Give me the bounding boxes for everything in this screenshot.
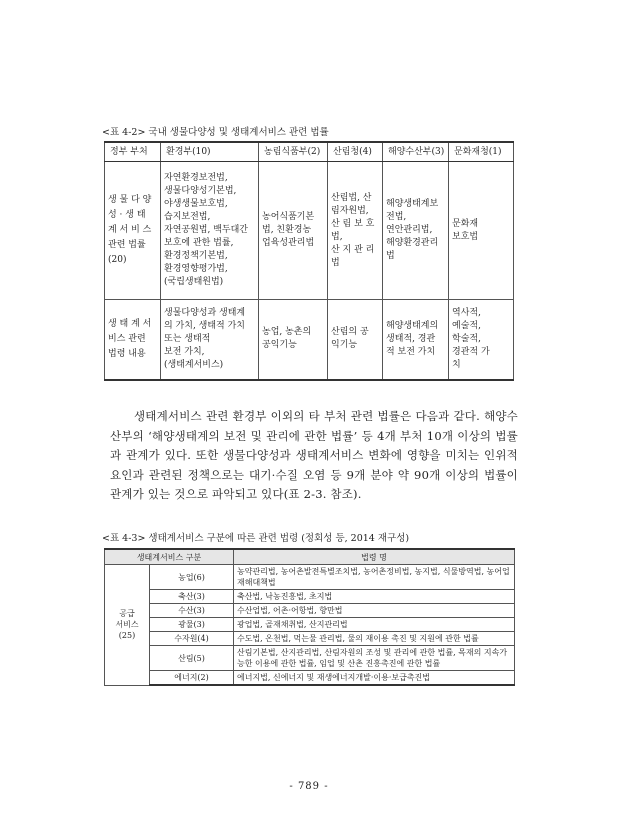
laws-cell: 광업법, 골재채취법, 산지관리법 (234, 618, 515, 632)
category-cell: 공급 서비스 (25) (105, 565, 150, 686)
table-header-row (105, 549, 515, 565)
table-cell: 해양생태계보 전법, 연안관리법, 해양환경관리 법 (383, 162, 449, 300)
body-paragraph: 생태계서비스 관련 환경부 이외의 타 부처 관련 법률은 다음과 같다. 해양수산부의 ‘해양생태계의 보전 및 관리에 관한 법률’ 등 4개 부처 10개 이상의 법률과 관계가 있다. 또한 생물다양성과 생태계서비스 변화에 영향을 미치는 인위적 요인과 관련된 정책으로는 대기·수질 오염 등 9개 분야 약 90개 이상의 법률이 관계가 있는 것으로 파악되고 있다(표 2-3. 참조). (110, 409, 518, 501)
column-header: 환경부(10) (161, 142, 259, 162)
table-row (105, 671, 515, 686)
laws-cell: 산림기본법, 산지관리법, 산림자원의 조성 및 관리에 관한 법률, 목재의 지속가능한 이용에 관한 법률, 임업 및 산촌 진흥촉진에 관한 법률 (234, 646, 515, 671)
column-header: 농림식품부(2) (259, 142, 328, 162)
table-cell: 자연환경보전법, 생물다양성기본법, 야생생물보호법, 습지보전법, 자연공원법, 백두대간 보호에 관한 법률, 환경정책기본법, 환경영향평가법, (국립생태원법) (161, 162, 259, 300)
subcategory-cell: 에너지(2) (150, 671, 234, 686)
subcategory-cell: 수산(3) (150, 604, 234, 618)
table-row (105, 646, 515, 671)
table-4-2 (104, 141, 514, 381)
subcategory-cell: 축산(3) (150, 590, 234, 604)
page-number: - 789 - (289, 781, 329, 792)
laws-cell: 수도법, 온천법, 먹는물 관리법, 물의 재이용 촉진 및 지원에 관한 법률 (234, 632, 515, 646)
row-label: 생 물 다 양 성 · 생 태 계 서 비 스 관련 법률 (20) (105, 162, 161, 300)
table-4-3-caption: <표 4-3> 생태계서비스 구분에 따른 관련 법령 (정회성 등, 2014 재구성) (102, 533, 410, 544)
table-4-3 (104, 548, 515, 686)
table-cell: 농업, 농촌의 공익기능 (259, 300, 328, 380)
table-row (105, 565, 515, 590)
subcategory-cell: 수자원(4) (150, 632, 234, 646)
subcategory-cell: 산림(5) (150, 646, 234, 671)
table-cell: 산림의 공 익기능 (328, 300, 383, 380)
table-cell: 역사적, 예술적, 학술적, 경관적 가 치 (449, 300, 514, 380)
table-cell: 산림법, 산 림자원법, 산 림 보 호 법, 산 지 관 리 법 (328, 162, 383, 300)
table-row (105, 618, 515, 632)
column-header: 정부 부처 (105, 142, 161, 162)
column-header: 법령 명 (234, 549, 515, 565)
table-row (105, 590, 515, 604)
laws-cell: 에너지법, 신에너지 및 재생에너지개발·이용·보급촉진법 (234, 671, 515, 686)
row-label: 생 태 계 서 비스 관련 법령 내용 (105, 300, 161, 380)
table-row (105, 604, 515, 618)
column-header: 생태계서비스 구분 (105, 549, 234, 565)
table-4-2-caption: <표 4-2> 국내 생물다양성 및 생태계서비스 관련 법률 (102, 127, 329, 138)
laws-cell: 축산법, 낙농진흥법, 초지법 (234, 590, 515, 604)
table-header-row (105, 142, 514, 162)
table-row (105, 162, 514, 300)
table-cell: 농어식품기본 법, 친환경농 업육성관리법 (259, 162, 328, 300)
column-header: 해양수산부(3) (383, 142, 449, 162)
subcategory-cell: 광물(3) (150, 618, 234, 632)
table-cell: 생물다양성과 생태계 의 가치, 생태적 가치 또는 생태적 보전 가치, (생태계서비스) (161, 300, 259, 380)
laws-cell: 수산업법, 어촌·어항법, 향만법 (234, 604, 515, 618)
table-cell: 해양생태계의 생태적, 경관 적 보전 가치 (383, 300, 449, 380)
column-header: 문화재청(1) (449, 142, 514, 162)
table-cell: 문화재 보호법 (449, 162, 514, 300)
table-row (105, 300, 514, 380)
laws-cell: 농약관리법, 농어촌발전특별조치법, 농어촌정비법, 농지법, 식물방역법, 농어업재해대책법 (234, 565, 515, 590)
table-row (105, 632, 515, 646)
subcategory-cell: 농업(6) (150, 565, 234, 590)
column-header: 산림청(4) (328, 142, 383, 162)
